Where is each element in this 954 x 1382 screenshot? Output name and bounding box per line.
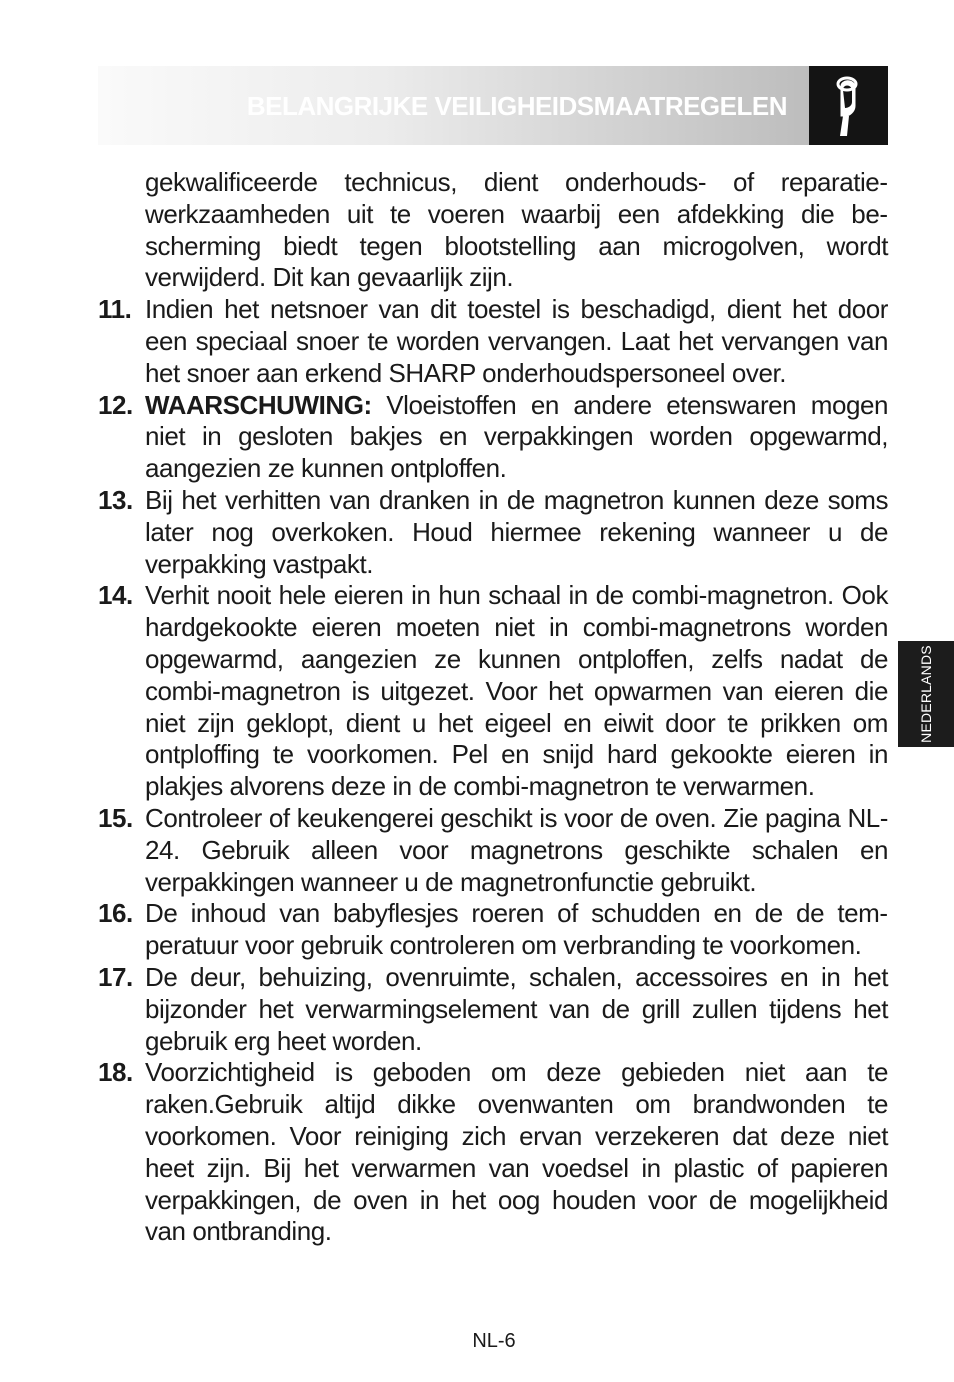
language-tab — [898, 641, 954, 747]
list-item — [98, 803, 888, 898]
header-icon-box — [809, 66, 888, 145]
item-number: 12. — [98, 389, 133, 420]
instruction-list — [98, 294, 888, 1248]
item-text: Controleer of keukengerei geschikt is voor de oven. Zie pagina NL-24. Gebruik alleen voor magnetrons geschikte schalen en verpakkingen wanneer u de magnetronfunctie gebruikt. — [145, 802, 888, 897]
section-header — [98, 66, 809, 145]
section-title: BELANGRIJKE VEILIGHEIDSMAATREGELEN — [246, 91, 787, 121]
item-number: 13. — [98, 484, 133, 515]
list-item — [98, 962, 888, 1057]
item-number: 17. — [98, 961, 133, 992]
item-text: Verhit nooit hele eieren in hun schaal in de combi-magnetron. Ook hardgekookte eieren moeten niet in combi-magnetrons worden opgewarmd, aangezien ze kunnen ontploffen, zelfs nadat de combi-magnetron is uitgezet. Voor het opwarmen van eieren die niet zijn geklopt, dient u het eigeel en eiwit door te prikken om ontploffing te voorkomen. Pel en snijd hard gekookte eieren in plakjes alvorens deze in de combi-magnetron te verwarmen. — [145, 580, 888, 802]
warning-label: WAARSCHUWING: — [145, 389, 372, 420]
item-text: Vloeistoffen en andere etenswaren mogen niet in gesloten bakjes en verpakkingen worden opgewarmd, aangezien ze kunnen ontploffen. — [145, 389, 888, 484]
item-text: Voorzichtigheid is geboden om deze gebieden niet aan te raken.Gebruik altijd dikke ovenwanten om brandwonden te voorkomen. Voor reiniging zich ervan verzekeren dat deze niet heet zijn. Bij het verwarmen van voedsel in plastic of papieren verpakkingen, de oven in het oog houden voor de mogelijkheid van ontbranding. — [145, 1057, 888, 1247]
list-item — [98, 580, 888, 803]
safety-instructions — [98, 167, 888, 1248]
list-item — [98, 294, 888, 389]
item-number: 18. — [98, 1057, 133, 1088]
list-item — [98, 1057, 888, 1248]
item-number: 16. — [98, 898, 133, 929]
item-number: 15. — [98, 802, 133, 833]
item-text: Bij het verhitten van dranken in de magnetron kunnen deze soms later nog overkoken. Houd hiermee rekening wanneer u de verpakking vastpakt. — [145, 484, 888, 579]
hand-pointer-icon — [827, 72, 867, 140]
page-number: NL-6 — [472, 1330, 516, 1352]
item-text: Indien het netsnoer van dit toestel is beschadigd, dient het door een speciaal snoer te worden vervangen. Laat het vervangen van het snoer aan erkend SHARP onderhoudspersoneel over. — [145, 294, 888, 388]
item-number: 14. — [98, 580, 133, 611]
list-item — [98, 390, 888, 485]
item-text: De deur, behuizing, ovenruimte, schalen, accessoires en in het bijzonder het verwarmingselement van de grill zullen tijdens het gebruik erg heet worden. — [145, 961, 888, 1056]
list-item — [98, 898, 888, 962]
item-number: 11. — [98, 294, 132, 325]
list-item — [98, 485, 888, 580]
language-tab-label: NEDERLANDS — [918, 645, 934, 743]
intro-paragraph: gekwalificeerde technicus, dient onderhouds- of reparatiewerkzaamheden uit te voeren waarbij een afdekking die bescherming biedt tegen blootstelling aan microgolven, wordt verwijderd. Dit kan gevaarlijk zijn. — [145, 167, 888, 293]
item-text: De inhoud van babyflesjes roeren of schudden en de de temperatuur voor gebruik controleren om verbranding te voorkomen. — [145, 898, 888, 961]
